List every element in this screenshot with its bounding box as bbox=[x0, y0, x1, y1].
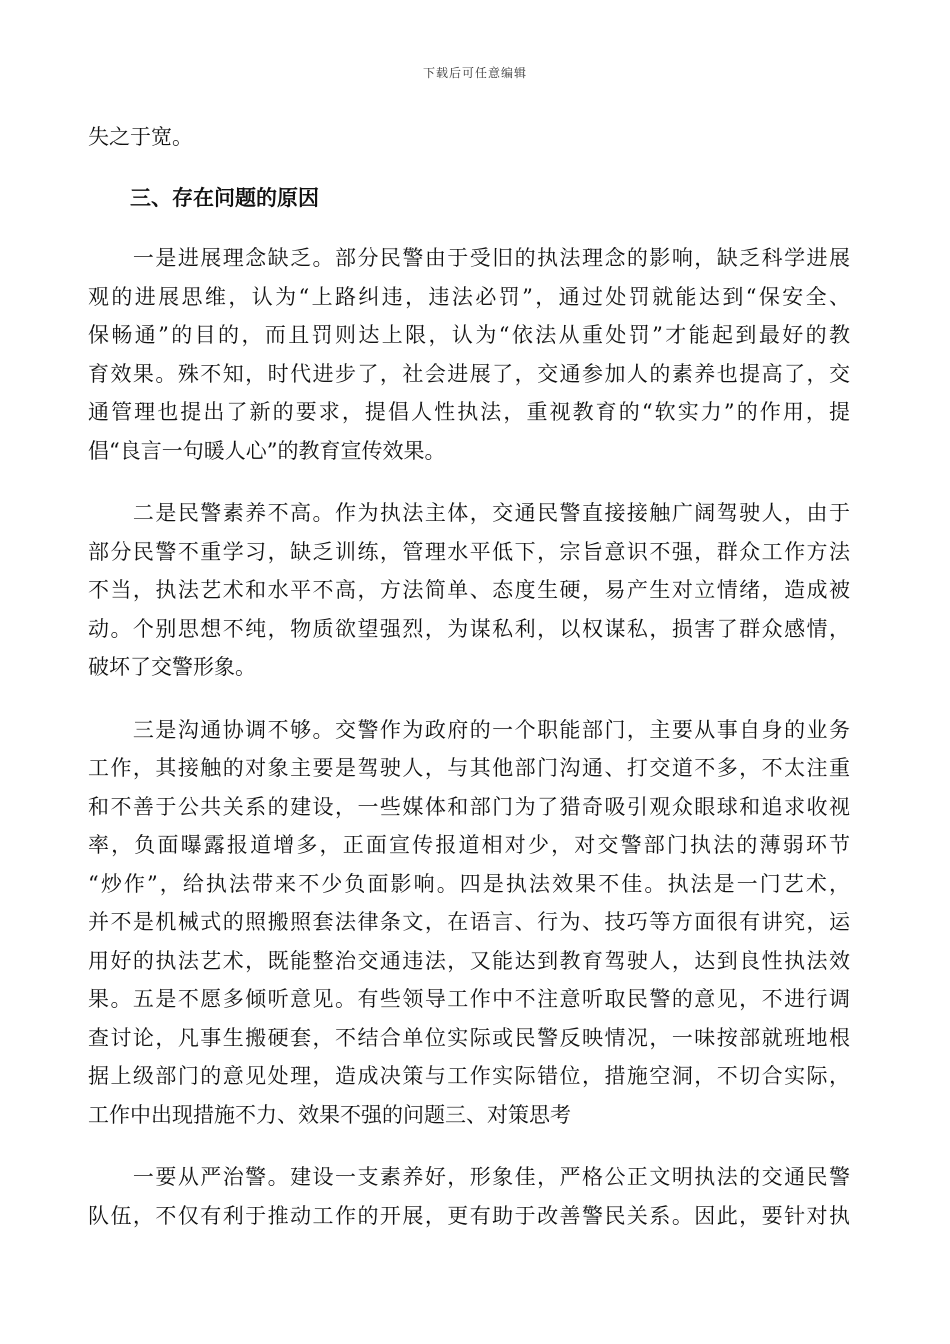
paragraph-2 bbox=[88, 494, 850, 687]
document-body bbox=[88, 118, 850, 1235]
paragraph-line: 二是民警素养不高。作为执法主体，交通民警直接接触广阔驾驶人，由于 bbox=[88, 501, 850, 525]
paragraph-line: 一是进展理念缺乏。部分民警由于受旧的执法理念的影响，缺乏科学进展 bbox=[88, 246, 850, 270]
paragraph-line: 一要从严治警。建设一支素养好，形象佳，严格公正文明执法的交通民警 bbox=[88, 1165, 850, 1189]
paragraph-line: 观的进展思维，认为“上路纠违，违法必罚”，通过处罚就能达到“保安全、 bbox=[88, 284, 850, 309]
paragraph-line: 工作中出现措施不力、效果不强的问题三、对策思考 bbox=[88, 1102, 571, 1127]
paragraph-line: 和不善于公共关系的建设，一些媒体和部门为了猎奇吸引观众眼球和追求收视 bbox=[88, 794, 850, 819]
section-heading: 三、存在问题的原因 bbox=[130, 184, 319, 210]
paragraph-line: 工作，其接触的对象主要是驾驶人，与其他部门沟通、打交道不多，不太注重 bbox=[88, 756, 850, 780]
paragraph-line: 用好的执法艺术，既能整治交通违法，又能达到教育驾驶人，达到良性执法效 bbox=[88, 948, 850, 973]
page-header: 下载后可任意编辑 bbox=[422, 66, 527, 80]
paragraph-4 bbox=[88, 1158, 850, 1235]
paragraph-line: 队伍，不仅有利于推动工作的开展，更有助于改善警民关系。因此，要针对执 bbox=[88, 1203, 850, 1228]
paragraph-line: 不当，执法艺术和水平不高，方法简单、态度生硬，易产生对立情绪，造成被 bbox=[88, 578, 850, 602]
paragraph-1 bbox=[88, 239, 850, 470]
paragraph-line: 率，负面曝露报道增多，正面宣传报道相对少，对交警部门执法的薄弱环节 bbox=[88, 833, 850, 857]
paragraph-line: 三是沟通协调不够。交警作为政府的一个职能部门，主要从事自身的业务 bbox=[88, 717, 850, 742]
paragraph-line: 破坏了交警形象。 bbox=[88, 655, 256, 679]
paragraph-line: 据上级部门的意见处理，造成决策与工作实际错位，措施空洞，不切合实际， bbox=[88, 1064, 850, 1088]
paragraph-line: 育效果。殊不知，时代进步了，社会进展了，交通参加人的素养也提高了，交 bbox=[88, 361, 850, 386]
paragraph-3 bbox=[88, 711, 850, 1135]
paragraph-line: 果。五是不愿多倾听意见。有些领导工作中不注意听取民警的意见，不进行调 bbox=[88, 987, 850, 1011]
paragraph-line: 查讨论，凡事生搬硬套，不结合单位实际或民警反映情况，一味按部就班地根 bbox=[88, 1025, 850, 1050]
paragraph-line: 倡“良言一句暖人心”的教育宣传效果。 bbox=[88, 438, 446, 463]
paragraph-line: “炒作”，给执法带来不少负面影响。四是执法效果不佳。执法是一门艺术， bbox=[88, 871, 850, 896]
paragraph-line: 动。个别思想不纯，物质欲望强烈，为谋私利，以权谋私，损害了群众感情， bbox=[88, 616, 850, 641]
paragraph-line: 并不是机械式的照搬照套法律条文，在语言、行为、技巧等方面很有讲究，运 bbox=[88, 910, 850, 934]
paragraph-line: 通管理也提出了新的要求，提倡人性执法，重视教育的“软实力”的作用，提 bbox=[88, 400, 850, 424]
intro-line: 失之于宽。 bbox=[88, 125, 193, 149]
paragraph-line: 部分民警不重学习，缺乏训练，管理水平低下，宗旨意识不强，群众工作方法 bbox=[88, 539, 850, 564]
paragraph-line: 保畅通”的目的，而且罚则达上限，认为“依法从重处罚”才能起到最好的教 bbox=[88, 323, 850, 347]
